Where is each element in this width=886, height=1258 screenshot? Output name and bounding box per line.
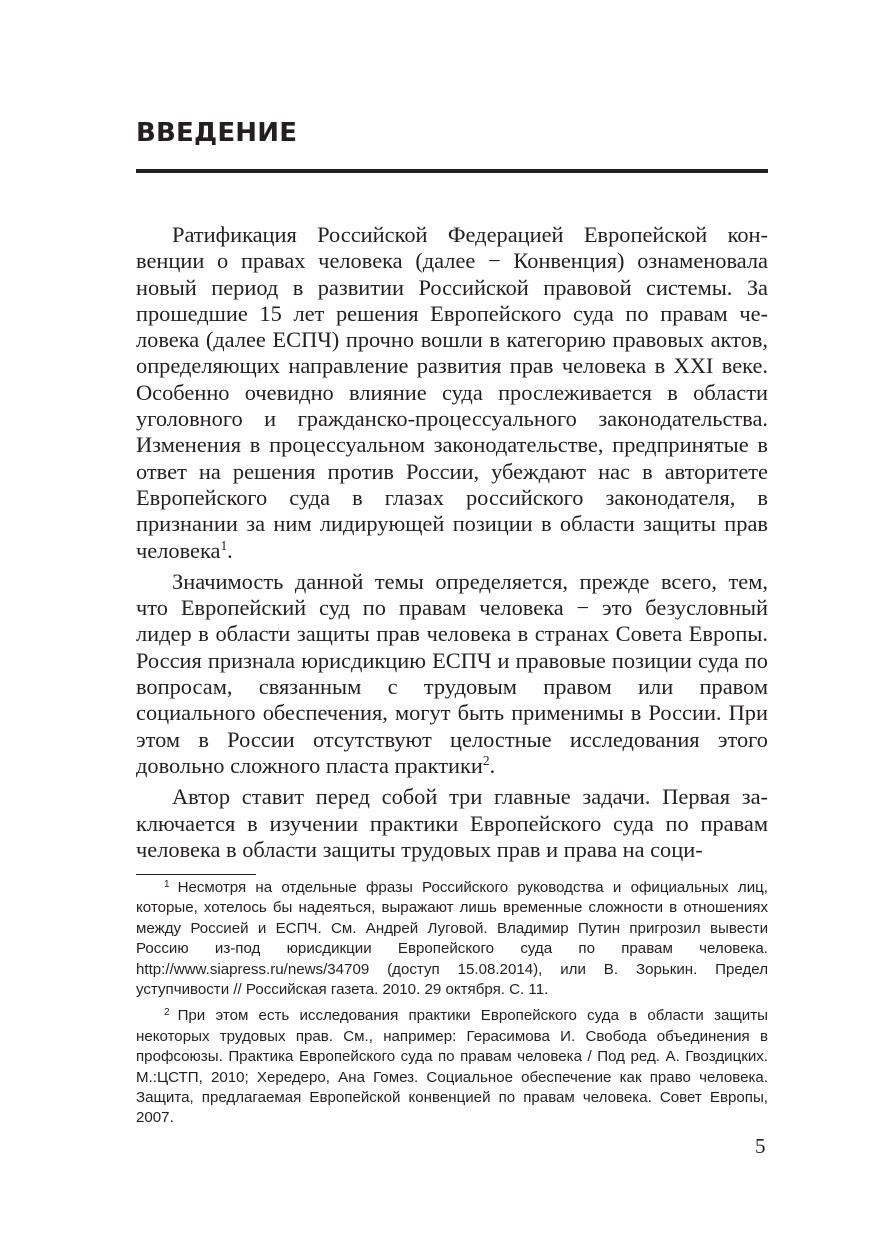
footnote-1-number: 1 [164, 879, 170, 890]
paragraph-2 [136, 569, 768, 779]
footnotes [136, 878, 768, 1135]
paragraph-2-end: . [489, 752, 496, 778]
footnote-separator [136, 874, 256, 875]
paragraph-1-text: Ратификация Российской Федерацией Европейской конвенции о правах человека (далее − Конвенция) ознаменовала новый период в развитии Российской правовой системы. За прошедшие 15 лет решения Европейского суда по правам человека (далее ЕСПЧ) прочно вошли в категорию правовых актов, определяющих направление развития прав человека в XXI веке. Особенно очевидно влияние суда прослеживается в области уголовного и гражданско-процессуального законодательства. Изменения в процессуальном законодательстве, предпринятые в ответ на решения против России, убеждают нас в авторитете Европейского суда в глазах российского законодателя, в признании за ним лидирующей позиции в области защиты прав человека [136, 222, 768, 563]
footnote-2-number: 2 [164, 1007, 170, 1019]
footnote-1 [136, 878, 768, 1000]
footnote-1-text: Несмотря на отдельные фразы Российского руководства и официальных лиц, которые, хотелось бы надеяться, выражают лишь временные сложности в отношениях между Россией и ЕСПЧ. См. Андрей Луговой. Владимир Путин пригрозил вывести Россию из-под юрисдикции Европейского суда по правам человека. http://www.siapress.ru/news/34709 (доступ 15.08.2014), или В. Зорькин. Предел уступчивости // Российская газета. 2010. 29 октября. С. 11. [136, 879, 768, 999]
page-number: 5 [755, 1134, 766, 1158]
paragraph-1 [136, 222, 768, 564]
footnote-ref-1: 1 [220, 537, 228, 553]
footnote-2 [136, 1006, 768, 1128]
footnote-ref-2: 2 [482, 752, 490, 768]
paragraph-2-text: Значимость данной темы определяется, прежде всего, тем, что Европейский суд по правам человека − это безусловный лидер в области защиты прав человека в странах Совета Европы. Россия признала юрисдикцию ЕСПЧ и правовые позиции суда по вопросам, связанным с трудовым правом или правом социального обеспечения, могут быть применимы в России. При этом в России отсутствуют целостные исследования этого довольно сложного пласта практики [136, 568, 768, 778]
paragraph-3 [136, 784, 768, 863]
footnote-2-text: При этом есть исследования практики Европейского суда в области защиты некоторых трудовых прав. См., например: Герасимова И. Свобода объединения в профсоюзы. Практика Европейского суда по правам человека / Под ред. А. Гвоздицких. М.:ЦСТП, 2010; Хередеро, Ана Гомез. Социальное обеспечение как право человека. Защита, предлагаемая Европейской конвенцией по правам человека. Совет Европы, 2007. [136, 1007, 768, 1127]
heading-rule [136, 169, 768, 173]
paragraph-3-text: Автор ставит перед собой три главные задачи. Первая заключается в изучении практики Европейского суда по правам человека в области защиты трудовых прав и права на соци- [136, 784, 768, 862]
chapter-heading: ВВЕДЕНИЕ [136, 118, 298, 148]
body-text [136, 222, 768, 868]
paragraph-1-end: . [227, 537, 233, 563]
